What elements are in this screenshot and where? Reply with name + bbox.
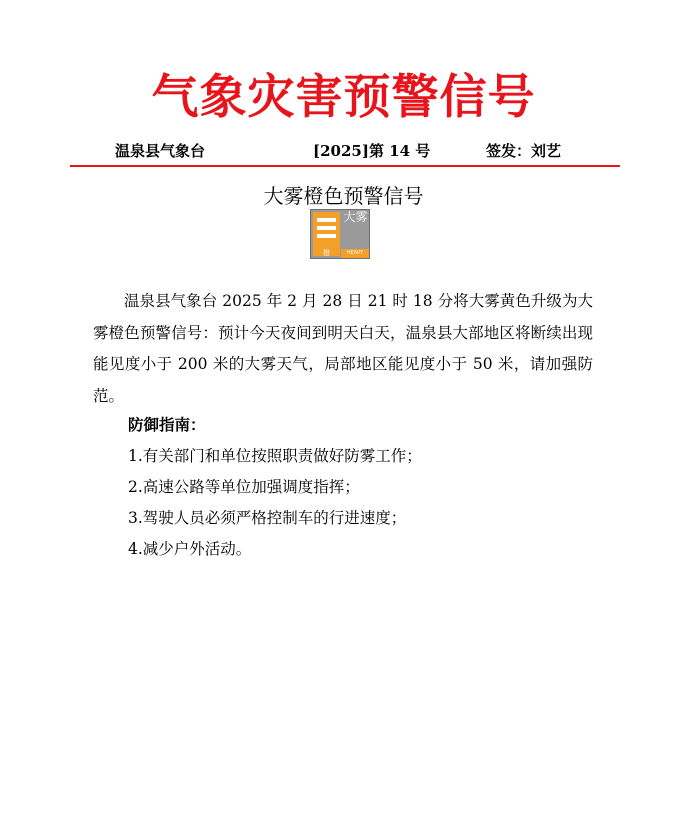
signer: 签发：刘艺 [486,142,562,160]
guide-item: 2.高速公路等单位加强调度指挥； [128,478,360,496]
fog-bar [317,226,336,230]
warning-paragraph: 温泉县气象台 2025 年 2 月 28 日 21 时 18 分将大雾黄色升级为大雾橙色预警信号：预计今天夜间到明天白天，温泉县大部地区将断续出现能见度小于 200 米的大雾天气，局部地区能见度小于 50 米，请加强防范。 [93,292,593,405]
red-divider [70,165,620,167]
guide-heading: 防御指南： [128,415,206,434]
icon-color-word: 橙 [323,249,330,257]
icon-glyph: 大雾 [343,210,368,224]
guide-item: 1.有关部门和单位按照职责做好防雾工作； [128,447,422,465]
document-number: [2025]第 14 号 [313,142,431,160]
fog-bar [317,234,336,238]
fog-bar [317,218,336,222]
guide-item: 3.驾驶人员必须严格控制车的行进速度； [128,509,407,527]
heavy-fog-orange-icon [310,209,370,265]
document-title: 大雾橙色预警信号 [263,184,424,208]
masthead-title: 气象灾害预警信号 [151,70,536,125]
warning-body [93,286,593,412]
document-meta [0,140,687,162]
icon-english-label: HEAVY FOG [341,249,369,258]
guide-list [128,441,422,565]
issuer: 温泉县气象台 [115,142,206,160]
guide-item: 4.减少户外活动。 [128,540,252,558]
